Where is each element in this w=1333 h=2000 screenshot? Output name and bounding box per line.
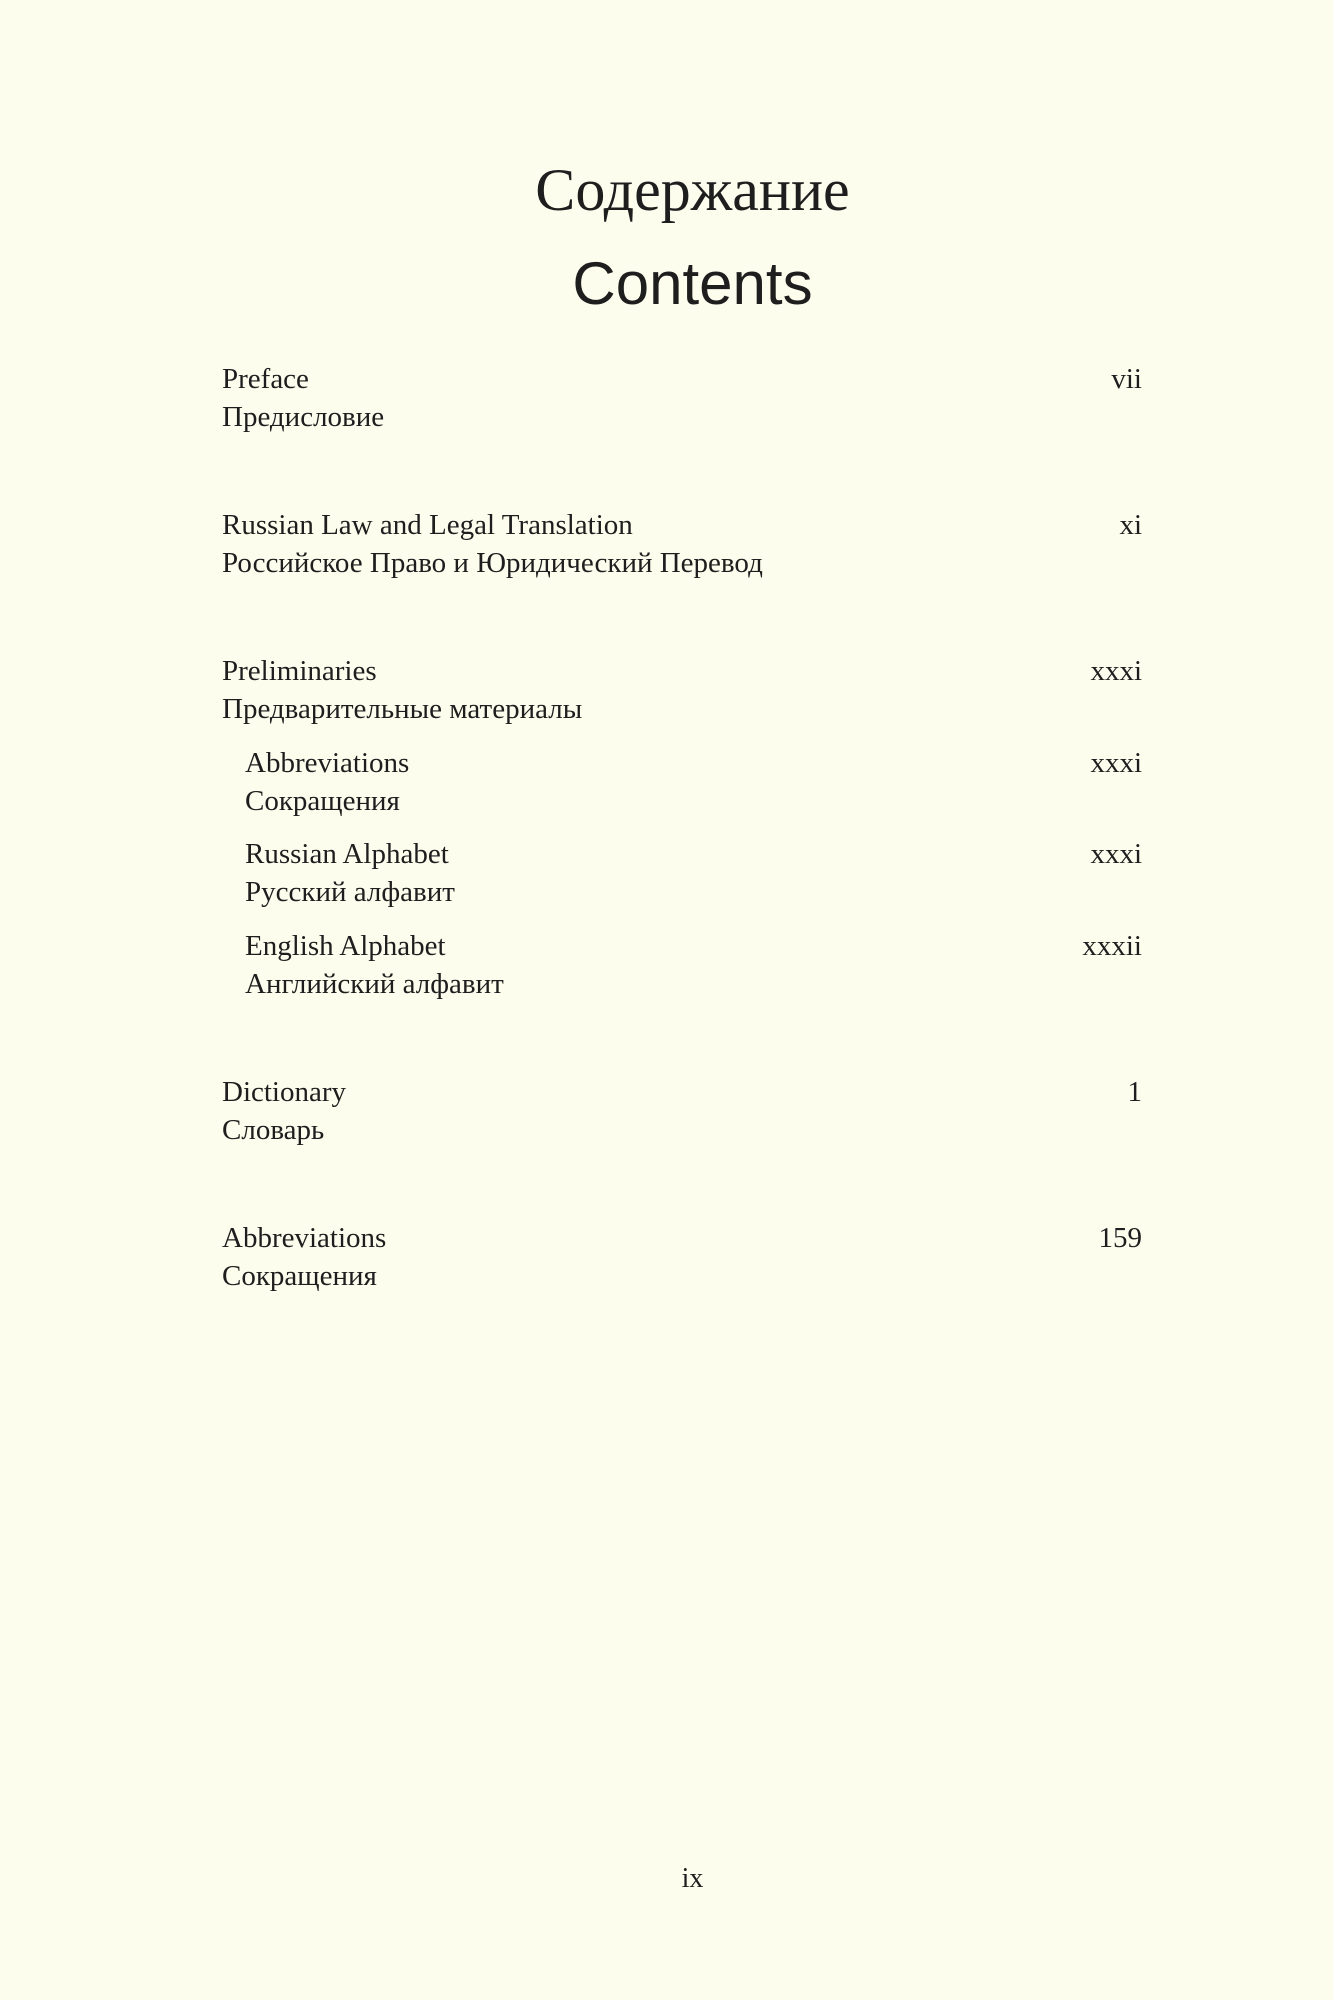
toc-subentry-english-alphabet[interactable] [245, 927, 1142, 1003]
toc-entry-page-number: vii [1111, 363, 1142, 395]
toc-entry-page-number: xxxi [1090, 655, 1142, 687]
title-russian: Содержание [535, 157, 850, 223]
toc-entry-page-number: xi [1119, 509, 1142, 541]
toc-entry-title-ru: Российское Право и Юридический Перевод [222, 547, 763, 579]
page-folio: ix [681, 1863, 704, 1894]
toc-entry-title-ru: Сокращения [222, 1260, 377, 1292]
toc-entry-title-ru: Словарь [222, 1114, 325, 1146]
toc-entry-preface[interactable] [222, 360, 1142, 436]
toc-subentry-russian-alphabet[interactable] [245, 835, 1142, 911]
toc-entry-title-en: English Alphabet [245, 930, 446, 962]
toc-entry-page-number: xxxi [1090, 747, 1142, 779]
toc-entry-title-en: Russian Law and Legal Translation [222, 509, 633, 541]
toc-entry-page-number: 1 [1127, 1076, 1142, 1108]
toc-entry-title-en: Preliminaries [222, 655, 377, 687]
toc-entry-russian-law[interactable] [222, 506, 1142, 582]
toc-entry-title-en: Dictionary [222, 1076, 347, 1108]
toc-entry-page-number: xxxii [1082, 930, 1142, 962]
toc-entry-title-en: Abbreviations [245, 747, 410, 779]
toc-entry-title-en: Abbreviations [222, 1222, 387, 1254]
toc-entry-abbreviations[interactable] [222, 1219, 1142, 1295]
toc-entry-title-ru: Русский алфавит [245, 876, 455, 908]
toc-entry-title-ru: Предисловие [222, 401, 385, 433]
toc-entry-title-ru: Предварительные материалы [222, 693, 583, 725]
title-english: Contents [572, 250, 813, 317]
toc-entry-dictionary[interactable] [222, 1073, 1142, 1149]
toc-entry-preliminaries[interactable] [222, 652, 1142, 728]
toc-entry-title-en: Russian Alphabet [245, 838, 449, 870]
toc-entry-title-ru: Английский алфавит [245, 968, 504, 1000]
toc-entry-page-number: 159 [1098, 1222, 1142, 1254]
toc-entry-title-en: Preface [222, 363, 309, 395]
toc-subentry-abbreviations[interactable] [245, 744, 1142, 820]
toc-entry-page-number: xxxi [1090, 838, 1142, 870]
toc-entry-title-ru: Сокращения [245, 785, 400, 817]
